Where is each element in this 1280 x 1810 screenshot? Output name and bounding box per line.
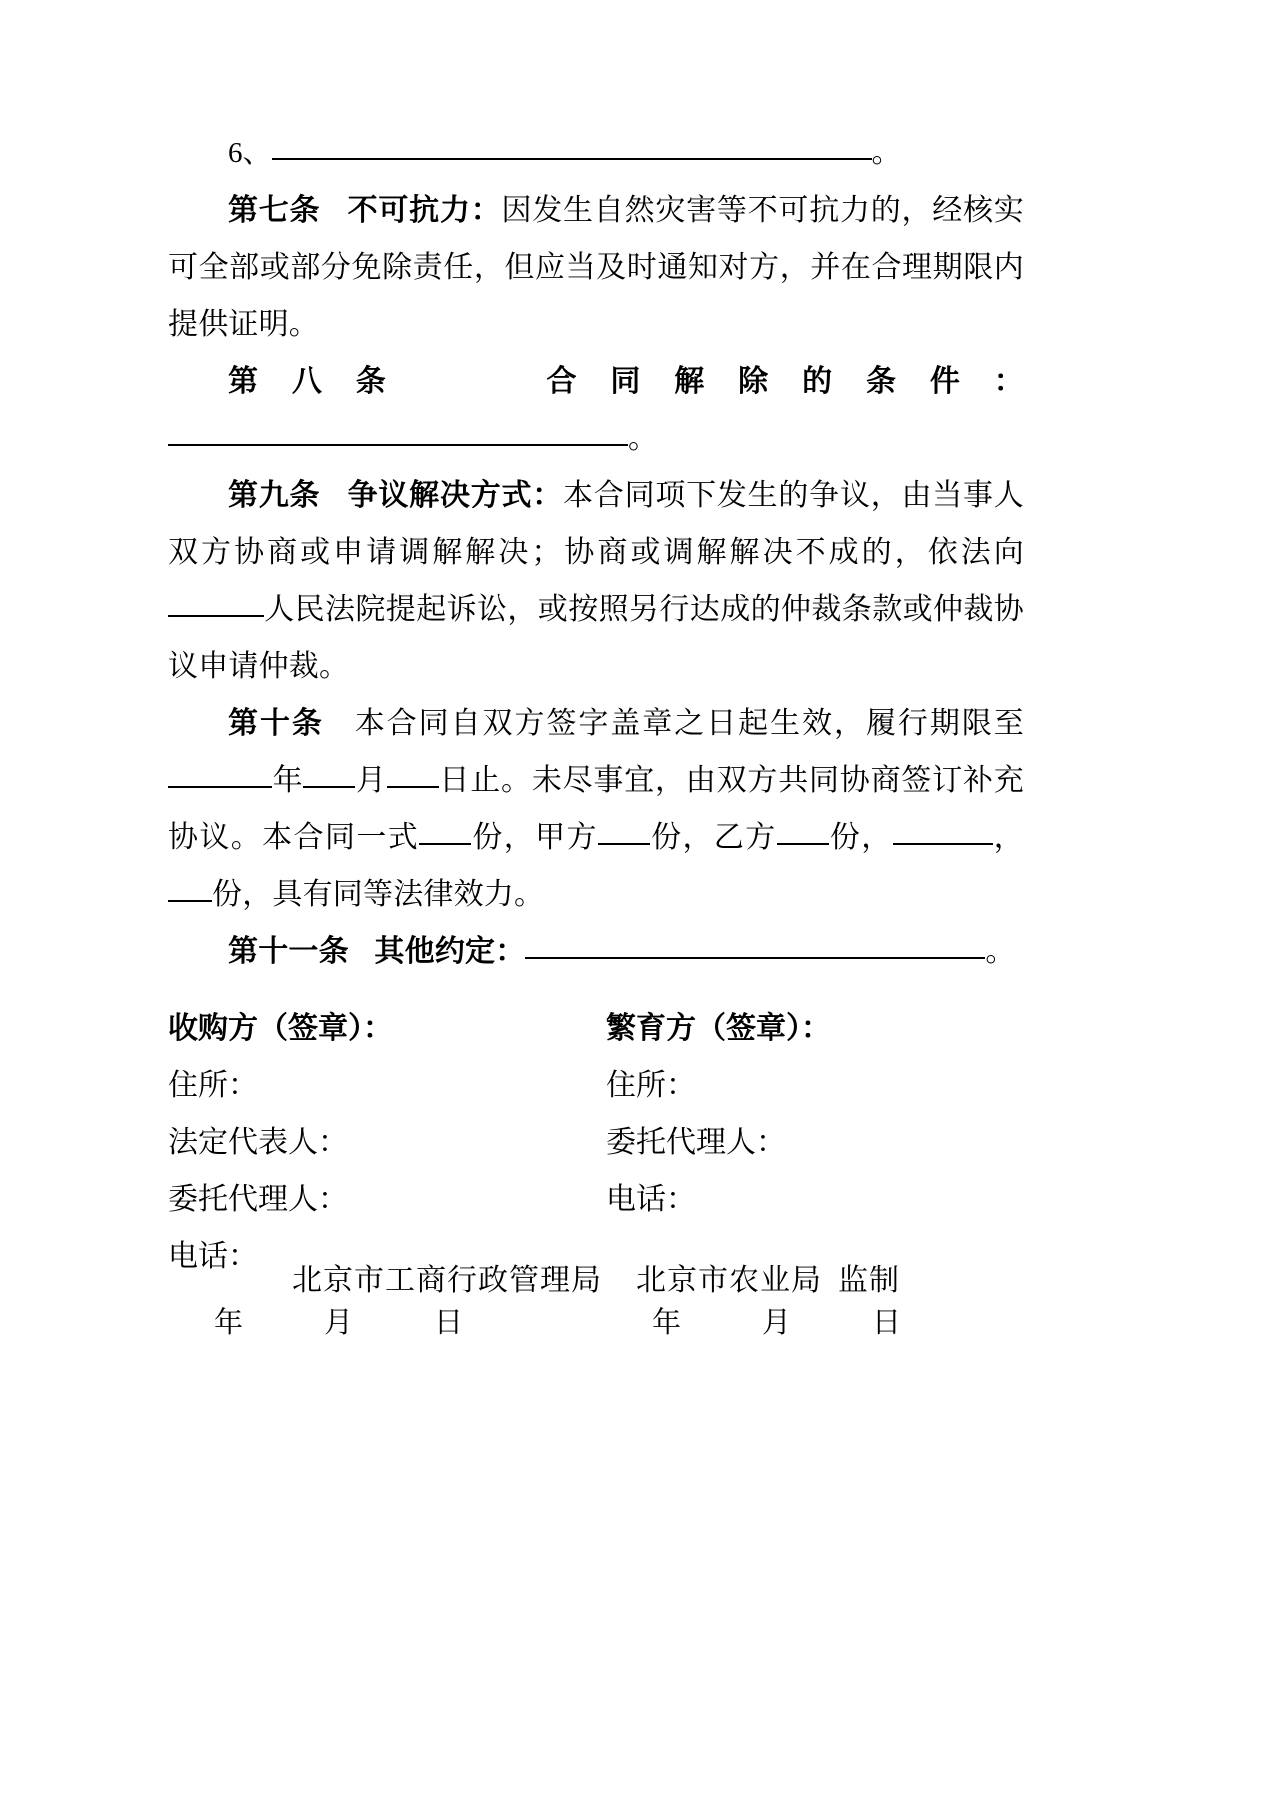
footer-supervision: 监制	[838, 1264, 900, 1297]
signature-date-row	[168, 1295, 1024, 1352]
article-7-title: 不可抗力：	[347, 194, 502, 227]
buyer-agent-label: 委托代理人：	[168, 1183, 348, 1216]
article-10-month-blank[interactable]	[303, 761, 355, 788]
article-10	[168, 695, 1024, 923]
article-8-label: 第八条	[228, 365, 420, 398]
document-content	[168, 124, 1024, 1352]
article-8	[168, 353, 1024, 467]
breeder-signature-heading: 繁育方（签章）：	[606, 1012, 831, 1045]
article-10-text-part3: 具有同等法律效力。	[272, 878, 545, 911]
signature-representative-row	[168, 1114, 1024, 1171]
signature-address-row	[168, 1057, 1024, 1114]
article-11-title: 其他约定：	[374, 935, 526, 968]
article-10-party-a-unit: 份，	[649, 821, 714, 854]
buyer-date-year: 年	[214, 1307, 244, 1339]
article-10-party-b-copies-blank[interactable]	[777, 818, 829, 845]
article-8-blank[interactable]	[168, 419, 628, 446]
buyer-phone-label: 电话：	[168, 1240, 258, 1273]
breeder-date-line	[596, 1295, 1024, 1352]
article-9-label: 第九条	[228, 479, 321, 512]
breeder-phone-label: 电话：	[606, 1183, 696, 1216]
buyer-address-label: 住所：	[168, 1069, 258, 1102]
article-10-unit-month: 月	[355, 764, 387, 797]
footer-authority-line	[168, 1259, 1024, 1303]
list-item-6-terminator: 。	[871, 136, 902, 169]
article-9-court-blank[interactable]	[168, 590, 264, 617]
breeder-date-month: 月	[762, 1307, 792, 1339]
article-7	[168, 182, 1024, 353]
article-10-label: 第十条	[228, 707, 324, 740]
article-10-unit-copy: 份，	[471, 821, 536, 854]
article-10-party-a: 甲方	[535, 821, 598, 854]
buyer-signature-heading: 收购方（签章）：	[168, 1012, 393, 1045]
list-item-6-number: 6、	[228, 137, 272, 169]
article-8-title: 合同解除的条件：	[546, 365, 1024, 398]
article-10-party-a-copies-blank[interactable]	[598, 818, 650, 845]
article-10-total-copies-blank[interactable]	[419, 818, 471, 845]
buyer-date-day: 日	[434, 1307, 464, 1339]
article-10-other-unit: 份，	[212, 878, 273, 911]
buyer-date-month: 月	[324, 1307, 354, 1339]
buyer-date-line	[168, 1295, 596, 1352]
article-7-label: 第七条	[228, 194, 321, 227]
article-9-text-part1: 本合同项下发生的争议，由当事人双方协商或申请调解解决；协商或调解解决不成的，依法向	[168, 479, 1025, 569]
breeder-date-day: 日	[872, 1307, 902, 1339]
article-11-terminator: 。	[985, 935, 1016, 968]
signature-agent-row	[168, 1171, 1024, 1228]
article-9-title: 争议解决方式：	[347, 479, 564, 512]
list-item-6	[168, 124, 1024, 182]
article-8-terminator: 。	[628, 422, 659, 455]
list-item-6-blank[interactable]	[272, 133, 872, 160]
article-10-other-copies-blank[interactable]	[168, 875, 212, 902]
article-9	[168, 467, 1024, 695]
footer-authority-2: 北京市农业局	[636, 1264, 822, 1297]
article-10-other-sep: ，	[992, 821, 1024, 854]
footer-authority-1: 北京市工商行政管理局	[292, 1264, 602, 1297]
buyer-legal-rep-label: 法定代表人：	[168, 1126, 348, 1159]
article-11	[168, 923, 1024, 980]
article-10-unit-day: 日止。	[438, 764, 532, 797]
article-11-blank[interactable]	[525, 932, 985, 959]
article-10-unit-year: 年	[272, 764, 304, 797]
breeder-address-label: 住所：	[606, 1069, 696, 1102]
breeder-agent-label: 委托代理人：	[606, 1126, 786, 1159]
signature-heading-row	[168, 1000, 1024, 1057]
article-10-other-party-blank[interactable]	[893, 818, 993, 845]
article-10-text-part2: 未尽事宜，由双方共同协商签订补充协议。本合同一式	[168, 764, 1024, 854]
article-7-text: 因发生自然灾害等不可抗力的，经核实可全部或部分免除责任，但应当及时通知对方，并在合理期限内提供证明。	[168, 194, 1025, 341]
article-10-text-part1: 本合同自双方签字盖章之日起生效，履行期限至	[354, 707, 1024, 740]
article-11-label: 第十一条	[228, 935, 349, 968]
article-10-day-blank[interactable]	[387, 761, 439, 788]
breeder-date-year: 年	[652, 1307, 682, 1339]
article-10-party-b: 乙方	[713, 821, 777, 854]
article-10-party-b-unit: 份，	[828, 821, 893, 854]
article-9-text-part2: 人民法院提起诉讼，或按照另行达成的仲裁条款或仲裁协议申请仲裁。	[168, 593, 1024, 683]
article-10-year-blank[interactable]	[168, 761, 272, 788]
